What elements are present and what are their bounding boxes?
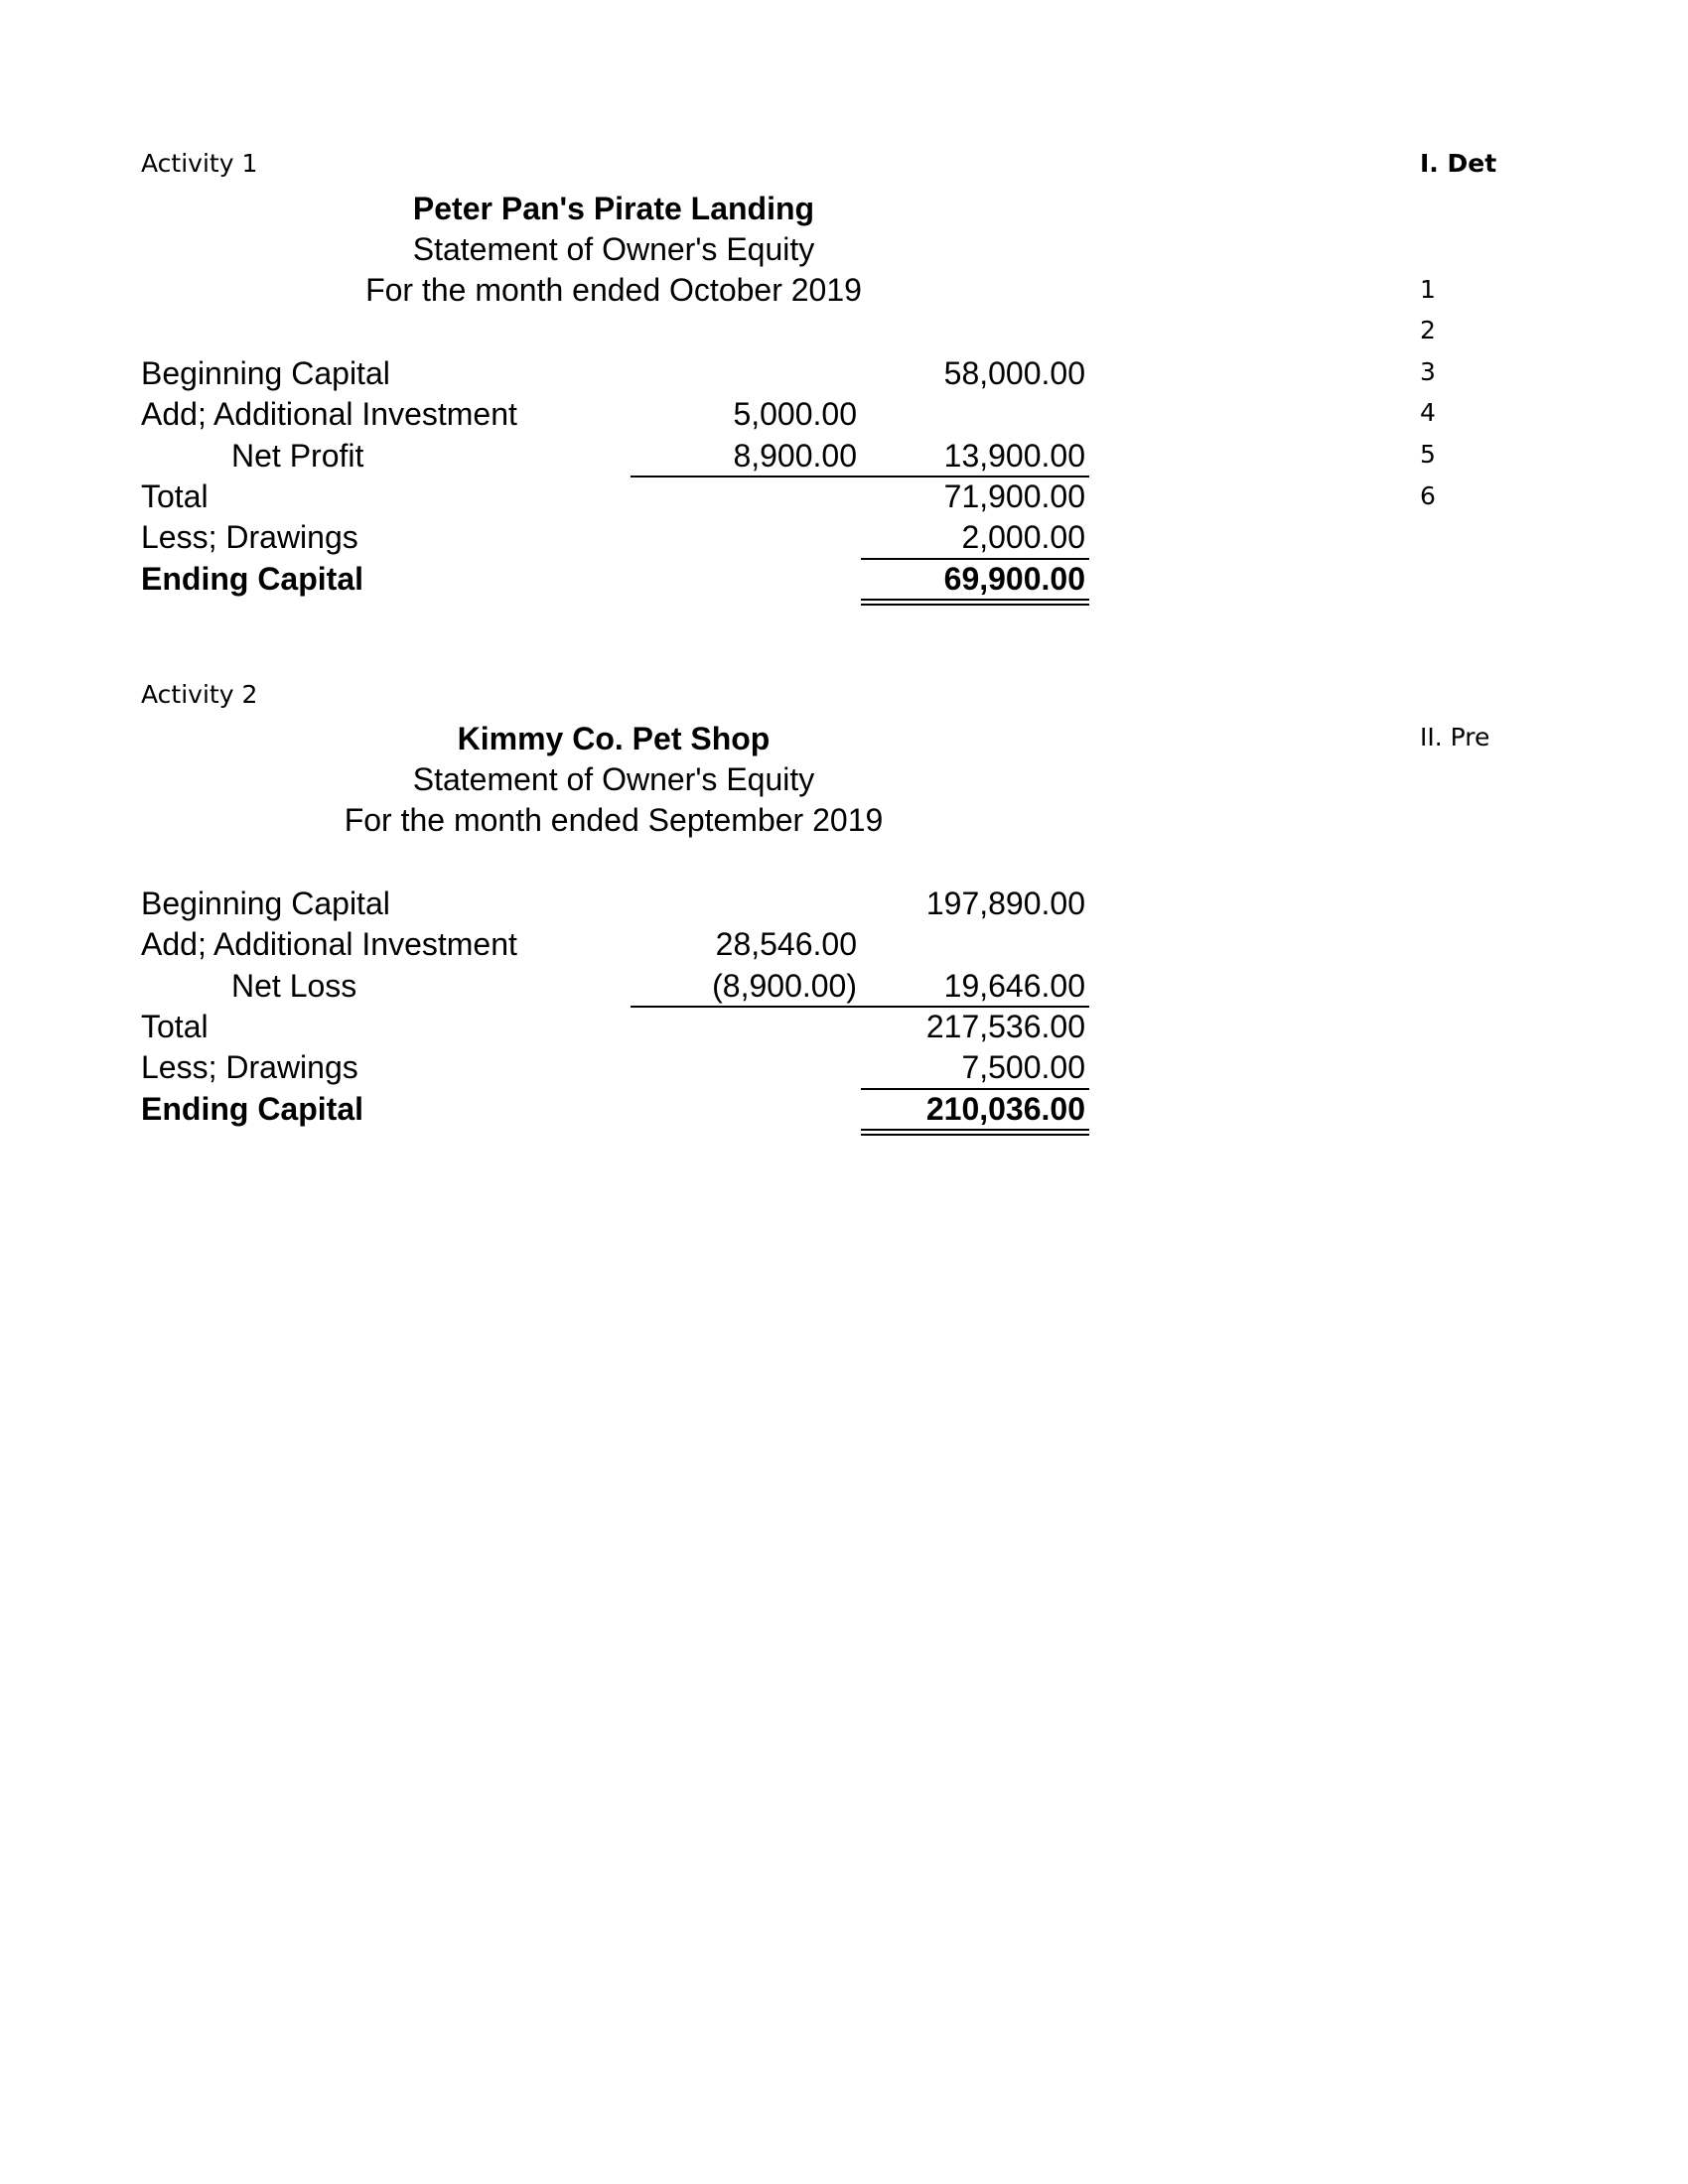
drawings-value: 2,000.00 [961,519,1085,555]
beginning-capital-label: Beginning Capital [141,355,390,391]
activity-1-label: Activity 1 [141,149,258,178]
item-number: 5 [1420,440,1436,469]
total-label: Total [141,478,209,514]
section-heading-1: I. Det [1420,149,1497,178]
net-profit-label: Net Profit [231,438,364,474]
total-value: 217,536.00 [925,1009,1085,1044]
drawings-label: Less; Drawings [141,519,358,555]
statement-period-1: For the month ended October 2019 [365,272,862,308]
ending-capital-value: 210,036.00 [925,1091,1085,1127]
ending-capital-value: 69,900.00 [943,561,1085,597]
ending-capital-label: Ending Capital [141,1091,363,1127]
ending-double-rule [861,599,1089,606]
additional-investment-value: 28,546.00 [715,926,857,962]
additional-investment-label: Add; Additional Investment [141,926,517,962]
statement-period-2: For the month ended September 2019 [344,802,884,838]
additional-investment-value: 5,000.00 [733,396,857,432]
beginning-capital-label: Beginning Capital [141,886,390,921]
additions-total-value: 13,900.00 [943,438,1085,474]
item-number: 6 [1420,481,1436,510]
statement-title-2: Statement of Owner's Equity [412,761,815,797]
drawings-label: Less; Drawings [141,1049,358,1085]
statement-title-1: Statement of Owner's Equity [412,231,815,267]
net-profit-value: 8,900.00 [733,438,857,474]
ending-capital-label: Ending Capital [141,561,363,597]
company-name-1: Peter Pan's Pirate Landing [412,191,815,226]
net-loss-value: (8,900.00) [712,968,857,1004]
total-value: 71,900.00 [943,478,1085,514]
section-heading-2: II. Pre [1420,723,1490,751]
beginning-capital-value: 58,000.00 [943,355,1085,391]
additional-investment-label: Add; Additional Investment [141,396,517,432]
item-number: 3 [1420,357,1436,386]
drawings-value: 7,500.00 [961,1049,1085,1085]
item-number: 4 [1420,398,1436,427]
company-name-2: Kimmy Co. Pet Shop [457,721,771,756]
total-label: Total [141,1009,209,1044]
ending-double-rule [861,1129,1089,1136]
item-number: 1 [1420,275,1436,304]
net-loss-label: Net Loss [231,968,357,1004]
item-number: 2 [1420,316,1436,344]
beginning-capital-value: 197,890.00 [925,886,1085,921]
additions-total-value: 19,646.00 [943,968,1085,1004]
activity-2-label: Activity 2 [141,680,258,709]
